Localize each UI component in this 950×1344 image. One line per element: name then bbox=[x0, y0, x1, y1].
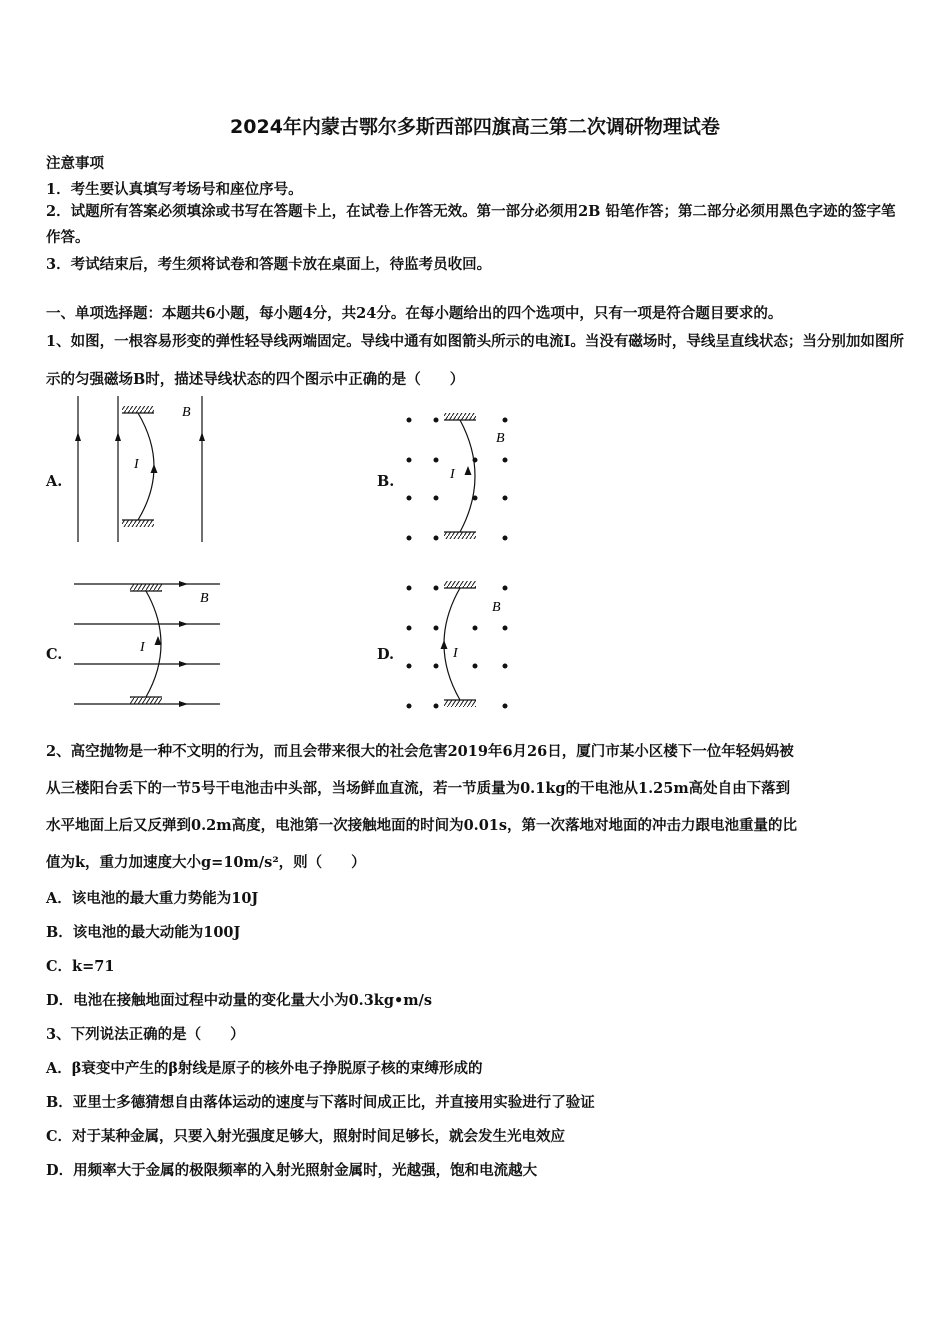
field-arrow-icon bbox=[179, 621, 188, 627]
fixed-support-bottom bbox=[122, 520, 154, 527]
q2-option-d: D．电池在接触地面过程中动量的变化量大小为0.3kg•m/s bbox=[46, 992, 433, 1009]
current-arrow-icon bbox=[151, 464, 158, 473]
label-current: I bbox=[134, 457, 139, 472]
label-current: I bbox=[450, 467, 455, 482]
q1-option-d-label: D. bbox=[377, 646, 395, 663]
current-arrow-icon bbox=[441, 640, 448, 649]
field-arrow-icon bbox=[115, 432, 121, 441]
field-dots bbox=[407, 418, 508, 541]
q2-option-b: B．该电池的最大动能为100J bbox=[46, 924, 241, 941]
section-heading: 一、单项选择题：本题共6小题，每小题4分，共24分。在每小题给出的四个选项中，只有一项是符合题目要求的。 bbox=[46, 305, 783, 322]
notice-item-3: 3．考试结束后，考生须将试卷和答题卡放在桌面上，待监考员收回。 bbox=[46, 256, 492, 273]
notice-heading: 注意事项 bbox=[46, 155, 104, 172]
figure-d bbox=[400, 580, 530, 715]
label-field: B bbox=[496, 431, 505, 446]
fixed-support-top bbox=[122, 406, 154, 413]
question-2-line-1: 2、高空抛物是一种不文明的行为，而且会带来很大的社会危害2019年6月26日，厦门市某小区楼下一位年轻妈妈被 bbox=[46, 743, 794, 760]
question-3-stem: 3、下列说法正确的是（ ） bbox=[46, 1026, 245, 1043]
q1-option-b-label: B. bbox=[377, 473, 395, 490]
wire bbox=[138, 413, 154, 520]
q3-option-d: D．用频率大于金属的极限频率的入射光照射金属时，光越强，饱和电流越大 bbox=[46, 1162, 538, 1179]
q3-option-b: B．亚里士多德猜想自由落体运动的速度与下落时间成正比，并直接用实验进行了验证 bbox=[46, 1094, 595, 1111]
figure-b bbox=[400, 410, 530, 545]
label-field: B bbox=[200, 591, 209, 606]
field-arrow-icon bbox=[75, 432, 81, 441]
question-2-line-2: 从三楼阳台丢下的一节5号干电池击中头部，当场鲜血直流，若一节质量为0.1kg的干电池从1.25m高处自由下落到 bbox=[46, 780, 791, 797]
notice-item-1: 1．考生要认真填写考场号和座位序号。 bbox=[46, 181, 303, 198]
field-arrow-icon bbox=[199, 432, 205, 441]
q1-option-c-label: C. bbox=[46, 646, 63, 663]
q2-option-a: A．该电池的最大重力势能为10J bbox=[46, 890, 259, 907]
current-arrow-icon bbox=[465, 466, 472, 475]
field-arrow-icon bbox=[179, 581, 188, 587]
field-arrow-icon bbox=[179, 701, 188, 707]
question-2-line-3: 水平地面上后又反弹到0.2m高度，电池第一次接触地面的时间为0.01s，第一次落地对地面的冲击力跟电池重量的比 bbox=[46, 817, 798, 834]
label-field: B bbox=[182, 405, 191, 420]
label-current: I bbox=[453, 646, 458, 661]
q3-option-a: A．β衰变中产生的β射线是原子的核外电子挣脱原子核的束缚形成的 bbox=[46, 1060, 483, 1077]
label-current: I bbox=[140, 640, 145, 655]
label-field: B bbox=[492, 600, 501, 615]
q3-option-c: C．对于某种金属，只要入射光强度足够大，照射时间足够长，就会发生光电效应 bbox=[46, 1128, 566, 1145]
q2-option-c: C．k=71 bbox=[46, 958, 115, 975]
figure-a bbox=[70, 392, 230, 547]
question-2-line-4: 值为k，重力加速度大小g=10m/s²，则（ ） bbox=[46, 854, 366, 871]
figure-c bbox=[70, 578, 230, 713]
page-title: 2024年内蒙古鄂尔多斯西部四旗高三第二次调研物理试卷 bbox=[230, 116, 720, 138]
field-arrow-icon bbox=[179, 661, 188, 667]
question-1-stem: 1、如图，一根容易形变的弹性轻导线两端固定。导线中通有如图箭头所示的电流I。当没有磁场时，导线呈直线状态；当分别加如图所示的匀强磁场B时，描述导线状态的四个图示中正确的是（ ） bbox=[46, 333, 904, 388]
q1-option-a-label: A. bbox=[46, 473, 63, 490]
notice-item-2: 2．试题所有答案必须填涂或书写在答题卡上，在试卷上作答无效。第一部分必须用2B 铅笔作答；第二部分必须用黑色字迹的签字笔作答。 bbox=[46, 203, 896, 246]
